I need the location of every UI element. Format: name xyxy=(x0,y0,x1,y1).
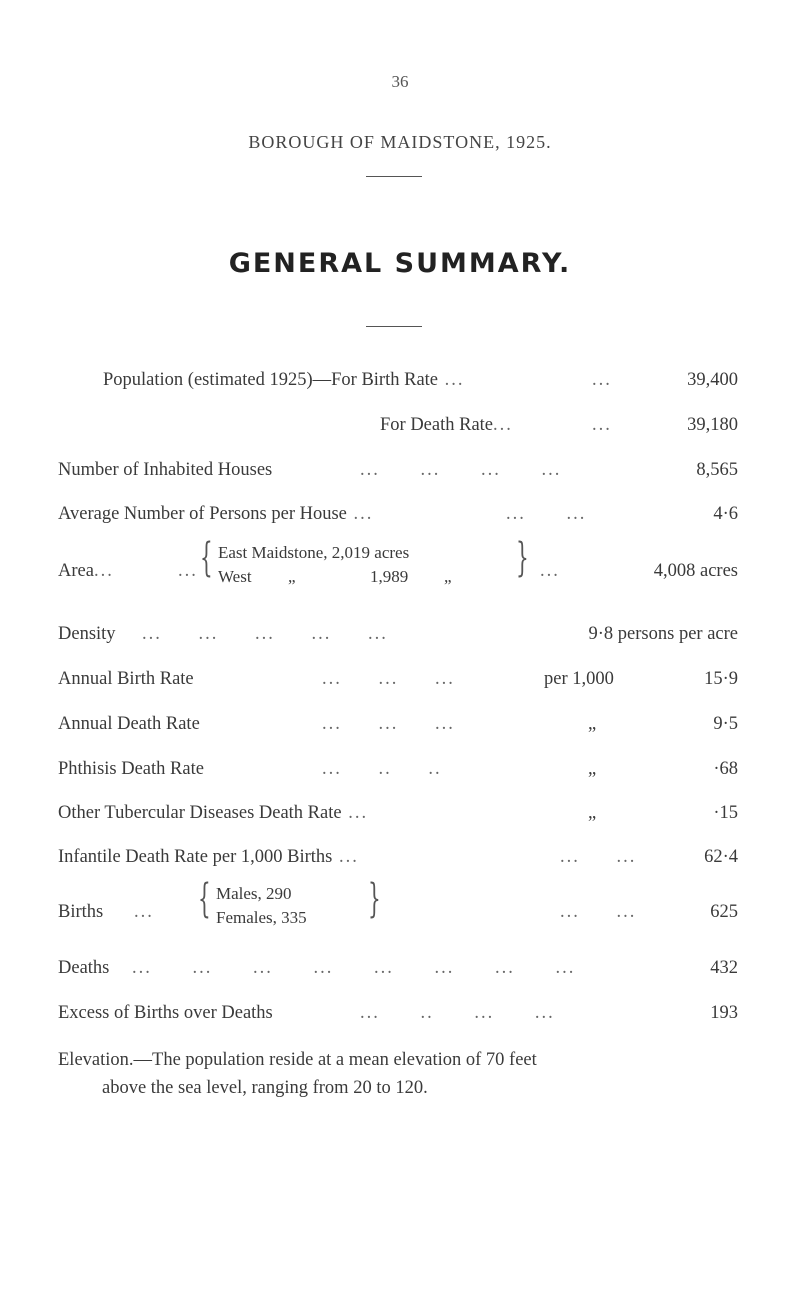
death-rate-label: Annual Death Rate xyxy=(58,714,200,734)
tubercular-rate-value: ·15 xyxy=(713,803,738,823)
document-title: BOROUGH OF MAIDSTONE, 1925. xyxy=(248,132,552,152)
area-east: East Maidstone, 2,019 acres xyxy=(218,543,410,562)
density-leader: ... ... ... ... ... xyxy=(142,624,388,644)
houses-value: 8,565 xyxy=(696,460,738,480)
density-value: 9·8 persons per acre xyxy=(588,624,738,644)
population-label: Population (estimated 1925)—For Birth Rate ... xyxy=(103,370,465,390)
houses-leader: ... ... ... ... xyxy=(360,460,562,480)
death-rate-value: 9·5 xyxy=(713,714,738,734)
births-brace-right: } xyxy=(368,876,381,922)
death-rate-ditto: „ xyxy=(588,714,597,734)
birth-rate-unit: per 1,000 xyxy=(544,669,614,689)
area-west-acres: 1,989 xyxy=(370,567,409,586)
births-leader: ... xyxy=(134,902,154,922)
excess-value: 193 xyxy=(710,1003,738,1023)
area-total: 4,008 acres xyxy=(653,561,738,581)
area-total-leader: ... xyxy=(540,561,560,581)
section-heading: GENERAL SUMMARY. xyxy=(228,248,572,279)
divider-top xyxy=(366,176,422,177)
births-males: Males, 290 xyxy=(216,884,292,903)
births-label: Births xyxy=(58,902,104,922)
houses-label: Number of Inhabited Houses xyxy=(58,460,273,480)
area-west-ditto: „ xyxy=(288,567,296,586)
elevation-line-2: above the sea level, ranging from 20 to 120. xyxy=(102,1078,428,1098)
birth-rate-leader: ... ... ... xyxy=(322,669,455,689)
area-label: Area... xyxy=(58,561,114,581)
tubercular-rate-ditto: „ xyxy=(588,803,597,823)
population-death-leader: ... xyxy=(592,415,612,435)
birth-rate-value: 15·9 xyxy=(704,669,738,689)
births-females: Females, 335 xyxy=(216,908,307,927)
persons-value: 4·6 xyxy=(713,504,738,524)
persons-label: Average Number of Persons per House ... xyxy=(58,504,374,524)
persons-leader: ... ... xyxy=(506,504,587,524)
population-death-value: 39,180 xyxy=(687,415,738,435)
area-brace-right: } xyxy=(516,535,529,581)
deaths-value: 432 xyxy=(710,958,738,978)
births-value: 625 xyxy=(710,902,738,922)
infantile-rate-value: 62·4 xyxy=(704,847,738,867)
population-death-label: For Death Rate... xyxy=(380,415,513,435)
tubercular-rate-label: Other Tubercular Diseases Death Rate ... xyxy=(58,803,369,823)
excess-leader: ... .. ... ... xyxy=(360,1003,555,1023)
area-leader: ... xyxy=(178,561,198,581)
area-west: West xyxy=(218,567,252,586)
deaths-label: Deaths xyxy=(58,958,110,978)
births-brace-left: { xyxy=(198,876,211,922)
area-west-ditto-2: „ xyxy=(444,567,452,586)
phthisis-rate-ditto: „ xyxy=(588,759,597,779)
infantile-rate-leader: ... ... xyxy=(560,847,637,867)
population-leader: ... xyxy=(592,370,612,390)
death-rate-leader: ... ... ... xyxy=(322,714,455,734)
elevation-line-1: Elevation.—The population reside at a mean elevation of 70 feet xyxy=(58,1050,537,1070)
phthisis-rate-label: Phthisis Death Rate xyxy=(58,759,204,779)
phthisis-rate-value: ·68 xyxy=(713,759,738,779)
birth-rate-label: Annual Birth Rate xyxy=(58,669,194,689)
divider-bottom xyxy=(366,326,422,327)
area-brace-left: { xyxy=(200,535,213,581)
page-number: 36 xyxy=(391,72,409,91)
density-label: Density xyxy=(58,624,116,644)
deaths-leader: ... ... ... ... ... ... ... ... xyxy=(132,958,576,978)
phthisis-rate-leader: ... .. .. xyxy=(322,759,442,779)
population-birth-value: 39,400 xyxy=(687,370,738,390)
excess-label: Excess of Births over Deaths xyxy=(58,1003,273,1023)
infantile-rate-label: Infantile Death Rate per 1,000 Births ... xyxy=(58,847,359,867)
births-value-leader: ... ... xyxy=(560,902,637,922)
